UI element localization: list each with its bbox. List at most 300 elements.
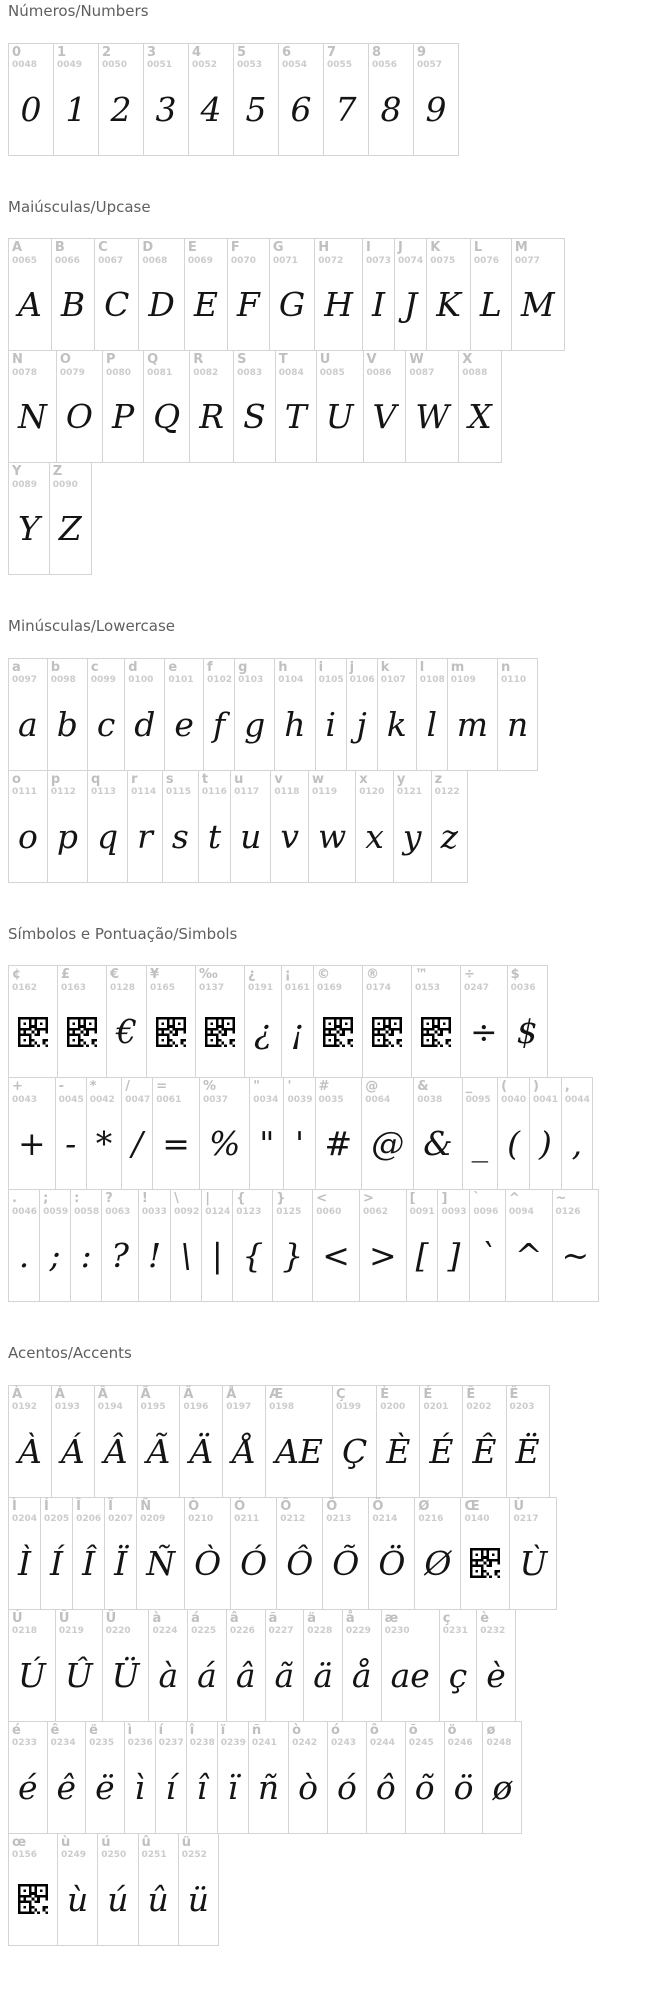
cell-head — [231, 1498, 276, 1527]
cell-code-label: 0232 — [480, 1626, 506, 1637]
grid-row — [8, 1609, 661, 1722]
cell-char-label: u — [234, 771, 244, 787]
char-cell-0242 — [288, 1721, 328, 1834]
cell-head — [9, 1078, 55, 1107]
cell-char-label: j — [349, 659, 355, 675]
char-cell-0073 — [362, 238, 395, 351]
cell-head — [9, 966, 57, 995]
char-cell-0216 — [414, 1497, 461, 1610]
cell-char-label: È — [380, 1386, 390, 1402]
char-cell-0193 — [51, 1385, 95, 1498]
char-cell-0040 — [497, 1077, 530, 1190]
cell-head — [406, 351, 458, 380]
cell-glyph: " — [259, 1124, 275, 1164]
cell-glyph: L — [479, 285, 502, 325]
cell-glyph: À — [18, 1431, 42, 1471]
cell-glyph: P — [111, 397, 135, 437]
cell-char-label: 0 — [12, 44, 22, 60]
cell-glyph: ` — [479, 1236, 496, 1276]
cell-code-label: 0069 — [187, 255, 213, 266]
cell-char-label: Õ — [326, 1498, 338, 1514]
cell-code-label: 0080 — [105, 367, 131, 378]
cell-code-label: 0097 — [12, 675, 38, 686]
cell-head — [9, 1190, 39, 1219]
char-cell-0140 — [460, 1497, 510, 1610]
char-cell-0050 — [98, 43, 144, 156]
cell-code-label: 0112 — [50, 787, 76, 798]
cell-code-label: 0076 — [473, 255, 499, 266]
cell-glyph: } — [282, 1236, 304, 1276]
cell-char-label: ¢ — [12, 967, 22, 982]
cell-code-label: 0059 — [43, 1206, 69, 1217]
char-cell-0045 — [55, 1077, 87, 1190]
cell-code-label: 0211 — [234, 1514, 260, 1525]
cell-glyph: F — [236, 285, 260, 325]
cell-glyph: & — [423, 1124, 453, 1164]
char-cell-0118 — [270, 770, 309, 883]
cell-char-label: ~ — [555, 1191, 567, 1206]
char-cell-0068 — [138, 238, 184, 351]
cell-glyph: W — [415, 397, 450, 437]
cell-code-label: 0199 — [335, 1402, 362, 1413]
cell-glyph: d — [134, 704, 156, 744]
cell-code-label: 0058 — [74, 1206, 100, 1217]
cell-code-label: 0217 — [513, 1514, 539, 1525]
cell-char-label: ó — [330, 1722, 340, 1738]
charmap-section-1 — [8, 199, 661, 576]
cell-char-label: , — [564, 1079, 570, 1094]
cell-char-label: 8 — [372, 44, 382, 60]
char-cell-0094 — [505, 1189, 553, 1302]
cell-glyph: Ç — [341, 1431, 368, 1471]
cell-code-label: 0200 — [380, 1402, 406, 1413]
char-cell-0234 — [47, 1721, 87, 1834]
cell-glyph: { — [242, 1236, 264, 1276]
cell-char-label: Ê — [466, 1386, 476, 1402]
cell-code-label: 0055 — [327, 60, 353, 71]
cell-glyph: 8 — [380, 89, 402, 129]
cell-char-label: > — [362, 1191, 374, 1206]
char-cell-0220 — [102, 1609, 150, 1722]
char-cell-0077 — [511, 238, 565, 351]
cell-code-label: 0137 — [199, 982, 225, 993]
char-cell-0237 — [155, 1721, 187, 1834]
char-cell-0051 — [143, 43, 189, 156]
char-cell-0214 — [368, 1497, 415, 1610]
cell-code-label: 0037 — [202, 1094, 228, 1105]
cell-char-label: g — [238, 659, 248, 675]
cell-glyph: â — [235, 1655, 256, 1695]
cell-code-label: 0169 — [316, 982, 343, 993]
char-cell-0096 — [469, 1189, 506, 1302]
cell-glyph: è — [486, 1655, 506, 1695]
cell-code-label: 0118 — [274, 787, 300, 798]
char-cell-0076 — [470, 238, 512, 351]
cell-glyph: * — [95, 1124, 113, 1164]
char-cell-0249 — [57, 1833, 98, 1946]
glyph-grid — [8, 238, 661, 575]
char-cell-0035 — [315, 1077, 363, 1190]
cell-head — [102, 1190, 138, 1219]
cell-code-label: 0163 — [61, 982, 87, 993]
cell-glyph: Ø — [424, 1543, 452, 1583]
cell-code-label: 0077 — [514, 255, 540, 266]
char-cell-0105 — [315, 658, 347, 771]
cell-head — [316, 1078, 362, 1107]
cell-head — [103, 1610, 149, 1639]
cell-glyph — [412, 995, 460, 1077]
cell-code-label: 0214 — [372, 1514, 398, 1525]
cell-code-label: 0073 — [365, 255, 392, 266]
cell-code-label: 0056 — [372, 60, 398, 71]
cell-char-label: b — [50, 659, 60, 675]
char-cell-0230 — [381, 1609, 440, 1722]
section-title: Números/Numbers — [8, 2, 149, 20]
cell-glyph: - — [65, 1124, 77, 1164]
char-cell-0163 — [57, 965, 107, 1078]
char-cell-0115 — [162, 770, 199, 883]
cell-glyph: Ê — [472, 1431, 497, 1471]
cell-code-label: 0236 — [127, 1738, 153, 1749]
missing-glyph-icon — [18, 1884, 48, 1914]
char-cell-0192 — [8, 1385, 52, 1498]
cell-code-label: 0237 — [158, 1738, 184, 1749]
cell-code-label: 0165 — [150, 982, 176, 993]
cell-head — [147, 966, 195, 995]
cell-code-label: 0174 — [365, 982, 392, 993]
char-cell-0104 — [274, 658, 315, 771]
cell-head — [144, 44, 188, 73]
char-cell-0092 — [170, 1189, 202, 1302]
cell-glyph: b — [56, 704, 78, 744]
char-cell-0162 — [8, 965, 58, 1078]
char-cell-0090 — [49, 462, 92, 575]
cell-char-label: . — [12, 1191, 17, 1206]
char-cell-0112 — [47, 770, 88, 883]
cell-code-label: 0115 — [165, 787, 191, 798]
char-cell-0194 — [94, 1385, 138, 1498]
cell-char-label: ù — [61, 1834, 71, 1850]
char-cell-0126 — [552, 1189, 600, 1302]
cell-code-label: 0063 — [105, 1206, 131, 1217]
cell-char-label: * — [89, 1079, 97, 1094]
cell-code-label: 0114 — [131, 787, 157, 798]
cell-head — [275, 659, 314, 688]
cell-code-label: 0046 — [12, 1206, 38, 1217]
cell-head — [48, 771, 87, 800]
cell-code-label: 0096 — [473, 1206, 499, 1217]
cell-glyph: _ — [471, 1124, 489, 1164]
cell-char-label: Ô — [280, 1498, 292, 1514]
cell-head — [347, 659, 377, 688]
cell-code-label: 0062 — [362, 1206, 388, 1217]
char-cell-0165 — [146, 965, 196, 1078]
char-cell-0233 — [8, 1721, 48, 1834]
char-cell-0252 — [178, 1833, 219, 1946]
grid-row — [8, 350, 661, 463]
char-cell-0198 — [265, 1385, 333, 1498]
char-cell-0086 — [363, 350, 407, 463]
char-cell-0075 — [426, 238, 471, 351]
char-cell-0041 — [529, 1077, 562, 1190]
char-cell-0102 — [203, 658, 235, 771]
cell-head — [187, 1722, 217, 1751]
cell-glyph: å — [351, 1655, 372, 1695]
cell-code-label: 0065 — [12, 255, 38, 266]
cell-code-label: 0162 — [12, 982, 38, 993]
cell-head — [363, 239, 394, 268]
cell-code-label: 0095 — [465, 1094, 491, 1105]
cell-glyph: $ — [516, 1012, 538, 1052]
cell-glyph: y — [402, 816, 422, 856]
cell-head — [180, 1386, 222, 1415]
cell-glyph: ] — [447, 1236, 461, 1276]
cell-head — [362, 1078, 413, 1107]
char-cell-0121 — [393, 770, 432, 883]
cell-char-label: H — [318, 240, 330, 255]
cell-char-label: û — [141, 1834, 151, 1850]
cell-glyph — [9, 1862, 57, 1944]
cell-code-label: 0054 — [282, 60, 308, 71]
char-cell-0049 — [53, 43, 99, 156]
cell-code-label: 0218 — [12, 1626, 38, 1637]
cell-head — [156, 1722, 186, 1751]
cell-head — [9, 239, 51, 268]
cell-char-label: 9 — [417, 44, 427, 60]
cell-head — [223, 1386, 265, 1415]
cell-code-label: 0068 — [142, 255, 168, 266]
cell-glyph: j — [356, 704, 367, 744]
charmap-section-0 — [8, 3, 661, 156]
char-cell-0246 — [444, 1721, 484, 1834]
cell-code-label: 0226 — [229, 1626, 255, 1637]
cell-code-label: 0072 — [318, 255, 344, 266]
cell-char-label: ü — [181, 1834, 192, 1850]
cell-code-label: 0040 — [501, 1094, 527, 1105]
font-character-map — [8, 3, 661, 1946]
cell-head — [54, 44, 98, 73]
char-cell-0213 — [322, 1497, 369, 1610]
char-cell-0108 — [416, 658, 448, 771]
cell-code-label: 0102 — [206, 675, 233, 686]
char-cell-0128 — [106, 965, 147, 1078]
cell-head — [406, 1722, 444, 1751]
grid-row — [8, 1077, 661, 1190]
cell-head — [171, 1190, 201, 1219]
cell-head — [48, 659, 87, 688]
cell-char-label: ¥ — [150, 967, 160, 982]
cell-head — [95, 1386, 137, 1415]
char-cell-0087 — [405, 350, 459, 463]
cell-code-label: 0083 — [237, 367, 263, 378]
cell-head — [9, 771, 47, 800]
cell-code-label: 0216 — [418, 1514, 444, 1525]
cell-code-label: 0050 — [102, 60, 128, 71]
char-cell-0052 — [188, 43, 234, 156]
cell-glyph: z — [440, 816, 458, 856]
char-cell-0074 — [394, 238, 427, 351]
cell-char-label: r — [131, 771, 138, 787]
cell-glyph: ä — [313, 1655, 333, 1695]
cell-char-label: x — [359, 771, 368, 787]
cell-char-label: d — [128, 659, 138, 675]
char-cell-0200 — [376, 1385, 420, 1498]
missing-glyph-icon — [156, 1017, 186, 1047]
cell-code-label: 0090 — [52, 479, 78, 490]
section-title: Maiúsculas/Upcase — [8, 197, 151, 216]
cell-glyph: ¿ — [254, 1012, 272, 1052]
char-cell-0084 — [275, 350, 317, 463]
cell-code-label: 0202 — [466, 1402, 492, 1413]
cell-head — [202, 1190, 232, 1219]
cell-head — [378, 659, 416, 688]
cell-char-label: Ë — [509, 1386, 519, 1402]
cell-char-label: ? — [105, 1191, 113, 1206]
cell-char-label: Û — [58, 1610, 70, 1626]
cell-glyph: ae — [390, 1655, 430, 1695]
cell-head — [218, 1722, 248, 1751]
cell-glyph: Å — [232, 1431, 257, 1471]
char-cell-0120 — [355, 770, 394, 883]
cell-glyph: ê — [56, 1767, 77, 1807]
char-cell-0093 — [437, 1189, 470, 1302]
cell-code-label: 0113 — [91, 787, 117, 798]
cell-char-label: Y — [12, 464, 22, 479]
missing-glyph-icon — [205, 1017, 235, 1047]
cell-head — [304, 1610, 342, 1639]
cell-head — [508, 966, 547, 995]
cell-char-label: Œ — [464, 1498, 480, 1514]
cell-code-label: 0091 — [409, 1206, 435, 1217]
cell-code-label: 0085 — [319, 367, 345, 378]
cell-glyph: , — [571, 1124, 583, 1164]
cell-glyph: S — [243, 397, 266, 437]
cell-glyph: X — [468, 397, 492, 437]
cell-char-label: [ — [409, 1191, 416, 1206]
cell-char-label: ô — [369, 1722, 379, 1738]
char-cell-0111 — [8, 770, 48, 883]
cell-head — [9, 659, 47, 688]
char-cell-0202 — [462, 1385, 506, 1498]
char-cell-0085 — [316, 350, 364, 463]
cell-head — [417, 659, 447, 688]
cell-glyph: U — [325, 397, 354, 437]
cell-glyph: 2 — [110, 89, 132, 129]
cell-head — [139, 1190, 170, 1219]
cell-code-label: 0111 — [12, 787, 38, 798]
cell-code-label: 0198 — [269, 1402, 295, 1413]
cell-head — [432, 771, 467, 800]
cell-char-label: L — [473, 240, 483, 255]
char-cell-0044 — [561, 1077, 593, 1190]
cell-head — [427, 239, 470, 268]
cell-char-label: U — [319, 352, 331, 367]
cell-char-label: = — [156, 1079, 168, 1094]
cell-char-label: $ — [510, 967, 520, 982]
cell-char-label: ö — [447, 1722, 457, 1738]
cell-glyph — [461, 1526, 509, 1608]
char-cell-0225 — [187, 1609, 227, 1722]
cell-code-label: 0049 — [57, 60, 83, 71]
cell-head — [498, 659, 537, 688]
char-cell-0036 — [507, 965, 548, 1078]
cell-char-label: C — [98, 240, 108, 255]
cell-code-label: 0107 — [380, 675, 406, 686]
cell-char-label: Ò — [188, 1498, 200, 1514]
cell-char-label: ( — [501, 1079, 508, 1094]
cell-char-label: è — [480, 1610, 490, 1626]
cell-glyph: C — [104, 285, 130, 325]
char-cell-0033 — [138, 1189, 171, 1302]
char-cell-0195 — [137, 1385, 181, 1498]
char-cell-0058 — [70, 1189, 102, 1302]
cell-char-label: W — [409, 352, 424, 367]
cell-head — [471, 239, 511, 268]
cell-head — [204, 659, 234, 688]
cell-head — [415, 1498, 460, 1527]
missing-glyph-icon — [421, 1017, 451, 1047]
cell-head — [40, 1190, 70, 1219]
cell-glyph: Ö — [378, 1543, 406, 1583]
cell-glyph: ¡ — [290, 1012, 304, 1052]
cell-char-label: k — [380, 659, 390, 675]
cell-code-label: 0229 — [345, 1626, 371, 1637]
cell-glyph: @ — [371, 1124, 405, 1164]
cell-glyph: R — [199, 397, 225, 437]
char-cell-0241 — [248, 1721, 289, 1834]
cell-char-label: w — [312, 771, 325, 787]
char-cell-0062 — [359, 1189, 407, 1302]
cell-code-label: 0197 — [226, 1402, 252, 1413]
cell-glyph: Ó — [240, 1543, 268, 1583]
char-cell-0247 — [460, 965, 508, 1078]
char-cell-0156 — [8, 1833, 58, 1946]
cell-char-label: ï — [220, 1722, 226, 1738]
cell-code-label: 0057 — [417, 60, 443, 71]
cell-glyph: Ñ — [146, 1543, 176, 1583]
cell-char-label: í — [158, 1722, 164, 1738]
cell-head — [71, 1190, 101, 1219]
cell-char-label: ê — [50, 1722, 60, 1738]
glyph-grid — [8, 43, 661, 156]
char-cell-0038 — [413, 1077, 462, 1190]
cell-glyph: Ä — [189, 1431, 214, 1471]
cell-char-label: ] — [441, 1191, 448, 1206]
char-cell-0124 — [201, 1189, 233, 1302]
cell-head — [461, 1498, 509, 1527]
cell-head — [506, 1190, 552, 1219]
char-cell-0056 — [368, 43, 414, 156]
cell-char-label: Ó — [234, 1498, 246, 1514]
cell-code-label: 0119 — [312, 787, 338, 798]
cell-glyph: Ì — [18, 1543, 32, 1583]
cell-code-label: 0094 — [508, 1206, 534, 1217]
cell-code-label: 0101 — [168, 675, 194, 686]
cell-head — [276, 351, 316, 380]
cell-code-label: 0194 — [97, 1402, 123, 1413]
cell-char-label: ë — [89, 1722, 98, 1738]
cell-head — [363, 966, 411, 995]
cell-head — [199, 771, 230, 800]
cell-head — [228, 239, 269, 268]
cell-head — [323, 1498, 368, 1527]
cell-head — [266, 1610, 304, 1639]
grid-row — [8, 1189, 661, 1302]
char-cell-0046 — [8, 1189, 40, 1302]
cell-char-label: £ — [61, 967, 71, 982]
char-cell-0217 — [509, 1497, 557, 1610]
cell-glyph: [ — [415, 1236, 429, 1276]
